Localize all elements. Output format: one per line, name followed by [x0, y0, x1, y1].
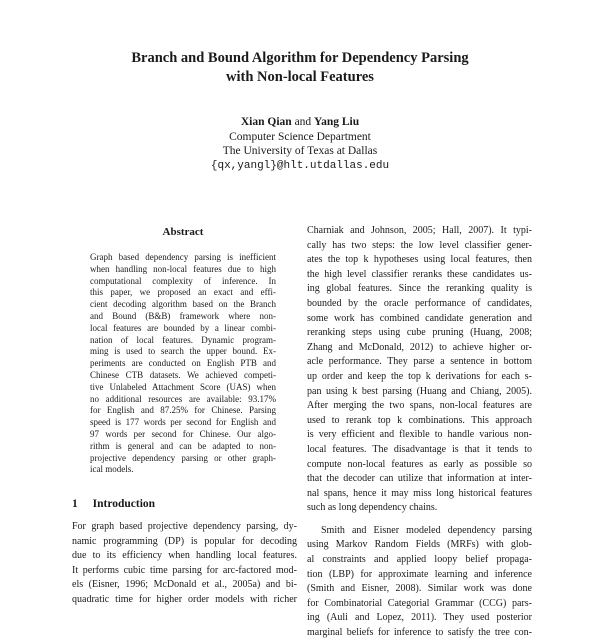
text-line: when handling non-local features due to high: [90, 263, 276, 274]
text-line: namic programming (DP) is popular for decoding: [72, 535, 297, 547]
text-line: using Markov Random Fields (MRFs) with glob-: [307, 539, 532, 551]
text-line: acle performance. They parse a sentence in bottom: [307, 356, 532, 368]
paper-title: [0, 49, 600, 87]
text-line: no additional resources are available: 93.17%: [90, 393, 276, 404]
text-line: marginal beliefs for inference to satisfy the tree con-: [307, 627, 532, 639]
text-line: cally has two steps: the low level classifier gener-: [307, 239, 532, 251]
text-line: local features. The disadvantage is that it tends to: [307, 443, 532, 455]
text-line: 97 words per second for Chinese. Our algo-: [90, 428, 276, 439]
text-line: speed is 177 words per second for English and: [90, 417, 276, 428]
text-line: quadratic time for higher order models with richer: [72, 593, 297, 605]
text-line: some work has combined candidate generation and: [307, 312, 532, 324]
paper-title-line-2: with Non-local Features: [226, 69, 374, 85]
text-line: tive Unlabeled Attachment Score (UAS) when: [90, 381, 276, 392]
text-line: that the decoder can utilize that information at inter-: [307, 473, 532, 485]
text-line: cient decoding algorithm based on the Branch: [90, 299, 276, 310]
text-line: ing global features. Since the reranking quality is: [307, 283, 532, 295]
text-line: ical models.: [90, 464, 134, 475]
right-column-body: [307, 224, 532, 641]
text-line: bounded by the oracle performance of candidates,: [307, 297, 532, 309]
text-line: nation of local features. Dynamic program-: [90, 334, 276, 345]
text-line: periments are conducted on English PTB and: [90, 358, 276, 369]
text-line: Smith and Eisner modeled dependency parsing: [321, 524, 532, 536]
text-line: projective dependency parsing or other graph-: [90, 452, 276, 463]
section-heading-introduction: [72, 498, 155, 510]
abstract-heading: Abstract: [162, 226, 204, 238]
text-line: Graph based dependency parsing is inefficient: [90, 252, 276, 262]
paragraph-2: [307, 524, 532, 641]
text-line: ming is used to search the upper bound. Ex-: [90, 346, 276, 357]
author-1: Xian Qian: [240, 116, 292, 128]
text-line: rithm is general and can be adapted to non-: [90, 440, 276, 451]
text-line: pan using k best parsing (Huang and Chiang, 2005).: [307, 385, 532, 397]
author-email: {qx,yangl}@hlt.utdallas.edu: [210, 159, 390, 172]
text-line: the high level classifier reranks these candidates us-: [307, 268, 532, 280]
text-line: nal spans, hence it may miss long historical features: [307, 487, 532, 499]
author-separator: and: [294, 116, 312, 128]
text-line: local features are bounded by a linear combi-: [90, 322, 276, 333]
author-block: [0, 115, 600, 173]
text-line: computational complexity of inference. In: [90, 275, 276, 286]
text-line: (Smith and Eisner, 2008). Similar work was done: [307, 583, 532, 595]
paragraph-gap: [307, 516, 532, 524]
text-line: compute non-local features as early as possible so: [307, 458, 532, 470]
text-line: for English and 87.25% for Chinese. Parsing: [90, 405, 276, 416]
author-2: Yang Liu: [314, 116, 360, 128]
text-line: this paper, we proposed an exact and effi-: [90, 287, 276, 298]
text-line: reranking steps using cube pruning (Huang, 2008;: [307, 327, 532, 339]
text-line: and Bound (B&B) framework where non-: [90, 310, 276, 321]
author-names: [0, 115, 600, 130]
text-line: due to its efficiency when handling local features.: [72, 550, 297, 562]
text-line: Chinese CTB datasets. We achieved competi-: [90, 369, 276, 380]
paper-title-line-1: Branch and Bound Algorithm for Dependency Parsing: [131, 50, 469, 66]
text-line: ing (Auli and Lopez, 2011). They used posterior: [307, 612, 532, 624]
text-line: For graph based projective dependency parsing, dy-: [72, 521, 297, 532]
text-line: used to rerank top k combinations. This approach: [307, 414, 532, 426]
text-line: ates the top k hypotheses using local features, then: [307, 254, 532, 266]
text-line: Charniak and Johnson, 2005; Hall, 2007). It typi-: [307, 225, 532, 236]
text-line: such as long dependency chains.: [307, 502, 438, 514]
paragraph-1: [307, 224, 532, 516]
affiliation-department: Computer Science Department: [229, 130, 371, 143]
section-number: 1: [72, 498, 78, 510]
affiliation-university: The University of Texas at Dallas: [222, 145, 378, 157]
text-line: Zhang and McDonald, 2012) to achieve higher or-: [307, 341, 532, 353]
text-line: It performs cubic time parsing for arc-factored mod-: [72, 564, 297, 576]
text-line: for Combinatorial Categorial Grammar (CCG) pars-: [307, 597, 532, 609]
text-line: is very efficient and flexible to handle various non-: [307, 429, 532, 441]
section-title: Introduction: [92, 498, 156, 510]
text-line: al constraints and applied loopy belief propaga-: [307, 554, 532, 566]
text-line: els (Eisner, 1996; McDonald et al., 2005a) and bi-: [72, 579, 297, 591]
abstract-body: [90, 252, 276, 476]
text-line: After merging the two spans, non-local features are: [307, 400, 532, 412]
text-line: up order and keep the top k derivations for each s-: [307, 370, 532, 382]
text-line: tion (LBP) for approximate learning and inference: [307, 568, 532, 580]
introduction-body: [72, 520, 297, 608]
